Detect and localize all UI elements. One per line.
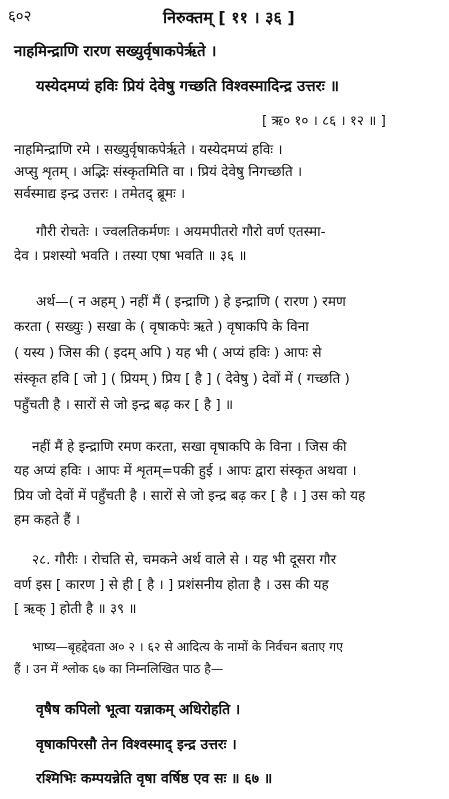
gauri-line: देव । प्रशस्यो भवति । तस्या एषा भवति ॥ ३६ ॥: [14, 248, 247, 264]
translation-line: ( यस्य ) जिस की ( इदम् अपि ) यह भी ( अप्यं हविः ) आपः से: [14, 345, 322, 361]
shloka-line: वृषाकपिरसौ तेन विश्वस्माद् इन्द्र उत्तरः ।: [36, 737, 237, 753]
commentary-line: नाहमिन्द्राणि रमे । सख्युर्वृषाकपेर्ऋते । यस्येदमप्यं हविः ।: [14, 142, 283, 158]
shloka-line: वृषैष कपिलो भूत्वा यन्नाकम् अधिरोहति ।: [36, 702, 241, 718]
shloka-line: रश्मिभिः कम्पयन्नेति वृषा वर्षिष्ठ एव सः ॥ ६७ ॥: [36, 771, 273, 787]
hindi-para-line: नहीं मैं हे इन्द्राणि रमण करता, सखा वृषाकपि के विना । जिस की: [32, 439, 347, 455]
verse-line: नाहमिन्द्राणि रारण सख्युर्वृषाकपेर्ऋते ।: [14, 42, 217, 60]
page-number: ६०२: [8, 7, 32, 25]
hindi-para-line: हम कहते हैं ।: [14, 512, 81, 528]
verse-line: यस्येदमप्यं हविः प्रियं देवेषु गच्छति विश्वस्मादिन्द्र उत्तरः ॥: [36, 77, 339, 95]
gauri-para-line: २८. गौरीः । रोचति से, चमकने अर्थ वाले से । यह भी दूसरा गौर: [32, 552, 337, 568]
gauri-line: गौरी रोचतेः । ज्वलतिकर्मणः । अयमपीतरो गौरो वर्ण एतस्मा-: [36, 224, 326, 240]
commentary-line: अप्सु शृतम् । अद्भिः संस्कृतमिति वा । प्रियं देवेषु निगच्छति ।: [14, 164, 303, 180]
translation-line: करता ( सख्युः ) सखा के ( वृषाकपेः ऋते ) वृषाकपि के विना: [14, 319, 309, 335]
translation-line: अर्थ—( न अहम् ) नहीं मैं ( इन्द्राणि ) हे इन्द्राणि ( रारण ) रमण: [36, 294, 346, 310]
commentary-line: सर्वस्माद्य इन्द्र उत्तरः । तमेतद् ब्रूमः ।: [14, 186, 186, 202]
translation-line: संस्कृत हवि [ जो ] ( प्रियम् ) प्रिय [ है ] ( देवेषु ) देवों में ( गच्छति ): [14, 371, 350, 387]
gauri-para-line: वर्ण इस [ कारण ] से ही [ है । ] प्रशंसनीय होता है । उस की यह: [14, 577, 329, 593]
verse-reference: [ ऋ० १० । ८६ । १२ ॥ ]: [262, 113, 386, 129]
bhashya-line: भाष्य—बृहद्देवता अ० २ । ६२ से आदित्य के नामों के निर्वचन बताए गए: [32, 639, 343, 654]
gauri-para-line: [ ऋक् ] होती है ॥ ३९ ॥: [14, 601, 137, 617]
bhashya-line: हैं । उन में श्लोक ६७ का निम्नलिखित पाठ है—: [14, 661, 224, 676]
hindi-para-line: यह अप्यं हविः । आपः में शृतम्=पकी हुई । आपः द्वारा संस्कृत अथवा ।: [14, 463, 357, 479]
running-title: निरुक्तम् [ ११ । ३६ ]: [163, 8, 295, 27]
translation-line: पहुँचती है । सारों से जो इन्द्र बढ़ कर [ है ] ॥: [14, 397, 234, 413]
hindi-para-line: प्रिय जो देवों में पहुँचती है । सारों से जो इन्द्र बढ़ कर [ है । ] उस को यह: [14, 488, 366, 504]
